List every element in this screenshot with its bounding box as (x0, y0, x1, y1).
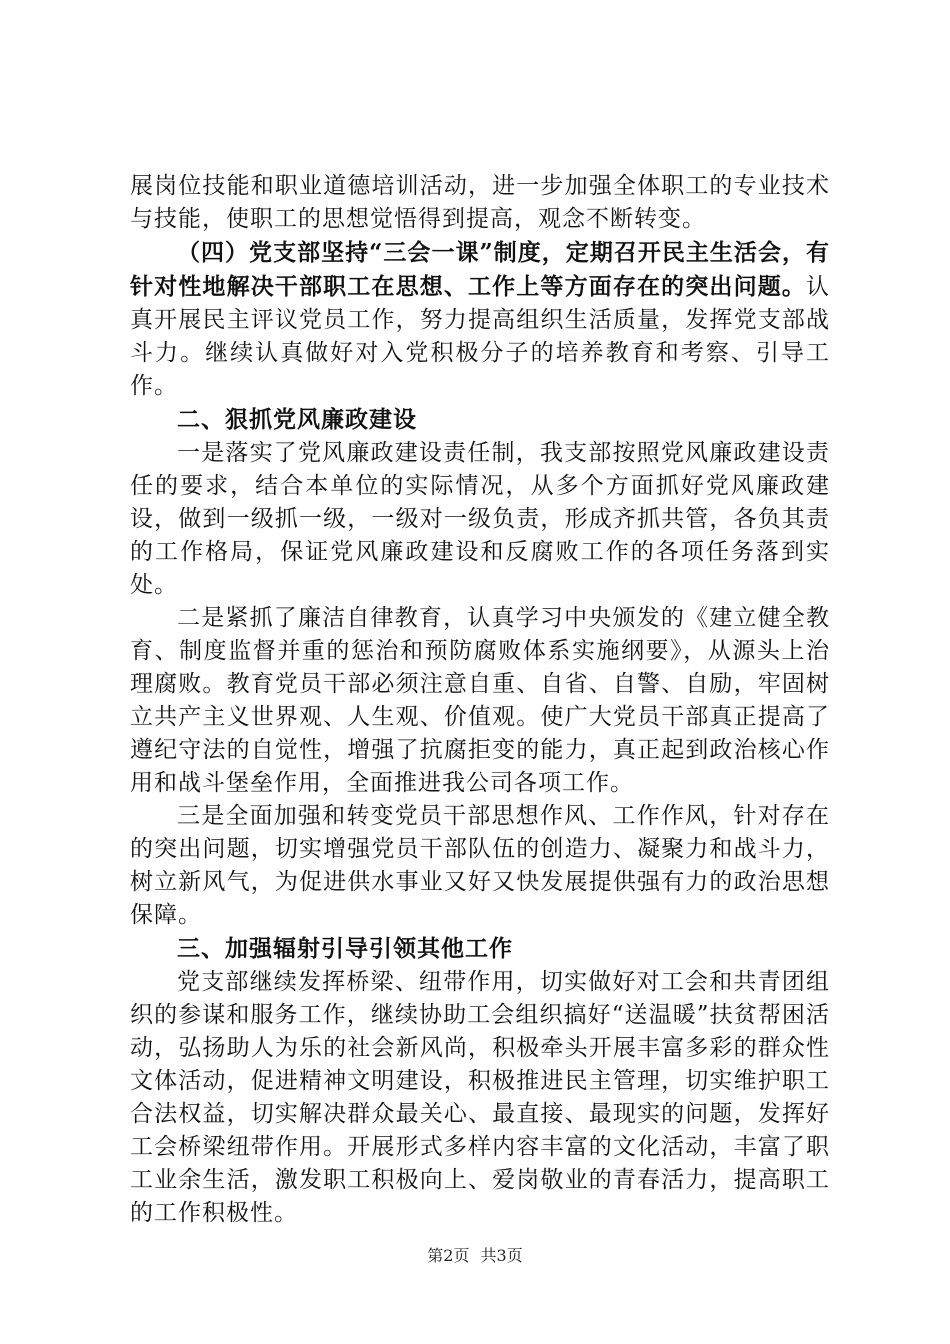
paragraph-two-first: 一是落实了党风廉政建设责任制，我支部按照党风廉政建设责任的要求，结合本单位的实际情况，从多个方面抓好党风廉政建设，做到一级抓一级，一级对一级负责，形成齐抓共管，各负其责的工作格局，保证党风廉政建设和反腐败工作的各项任务落到实处。 (130, 440, 830, 598)
document-body (130, 170, 830, 1230)
page-number-current: 第2页 (427, 1246, 470, 1265)
paragraph-section-four (130, 236, 830, 403)
page-number-total: 共3页 (480, 1246, 523, 1265)
heading-section-three: 三、加强辐射引导引领其他工作 (177, 935, 513, 962)
paragraph-section-four-body: 认真开展民主评议党员工作，努力提高组织生活质量，发挥党支部战斗力。继续认真做好对入党积极分子的培养教育和考察、引导工作。 (130, 274, 830, 399)
paragraph-three-first: 党支部继续发挥桥梁、纽带作用，切实做好对工会和共青团组织的参谋和服务工作，继续协助工会组织搞好“送温暖”扶贫帮困活动，弘扬助人为乐的社会新风尚，积极牵头开展丰富多彩的群众性文体活动，促进精神文明建设，积极推进民主管理，切实维护职工合法权益，切实解决群众最关心、最直接、最现实的问题，发挥好工会桥梁纽带作用。开展形式多样内容丰富的文化活动，丰富了职工业余生活，激发职工积极向上、爱岗敬业的青春活力，提高职工的工作积极性。 (130, 969, 830, 1226)
paragraph-two-third: 三是全面加强和转变党员干部思想作风、工作作风，针对存在的突出问题，切实增强党员干部队伍的创造力、凝聚力和战斗力，树立新风气，为促进供水事业又好又快发展提供强有力的政治思想保障。 (130, 803, 830, 928)
heading-section-two: 二、狠抓党风廉政建设 (177, 406, 417, 433)
paragraph-section-four-lead: （四）党支部坚持“三会一课”制度，定期召开民主生活会，有针对性地解决干部职工在思想、工作上等方面存在的突出问题。 (130, 239, 830, 300)
paragraph-continuation: 展岗位技能和职业道德培训活动，进一步加强全体职工的专业技术与技能，使职工的思想觉悟得到提高，观念不断转变。 (130, 173, 830, 232)
paragraph-two-second: 二是紧抓了廉洁自律教育，认真学习中央颁发的《建立健全教育、制度监督并重的惩治和预防腐败体系实施纲要》，从源头上治理腐败。教育党员干部必须注意自重、自省、自警、自励，牢固树立共产主义世界观、人生观、价值观。使广大党员干部真正提高了遵纪守法的自觉性，增强了抗腐拒变的能力，真正起到政治核心作用和战斗堡垒作用，全面推进我公司各项工作。 (130, 605, 830, 796)
page-footer (0, 1243, 950, 1266)
